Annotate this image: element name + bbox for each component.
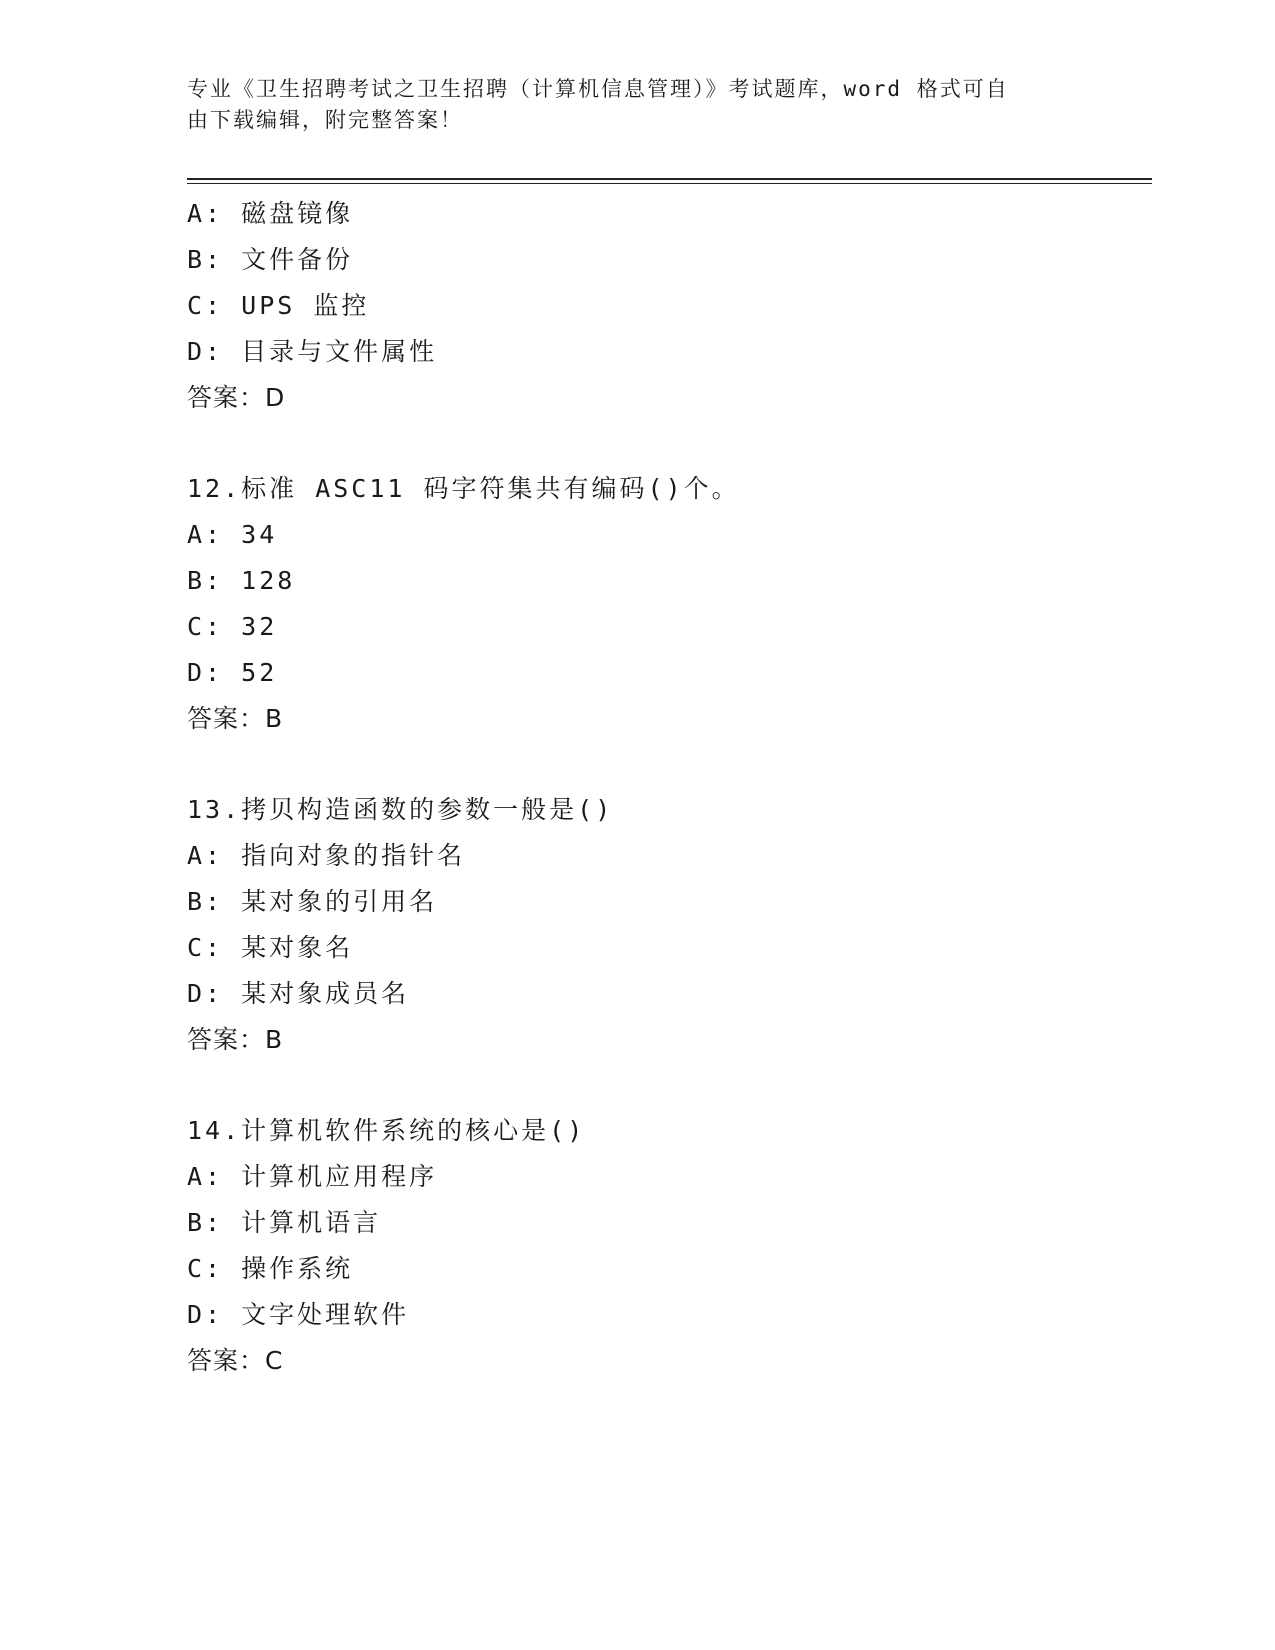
option-d: D: 目录与文件属性 <box>187 337 438 366</box>
option-c: C: 操作系统 <box>187 1254 354 1283</box>
question-14 <box>187 1108 1152 1384</box>
option-b: B: 某对象的引用名 <box>187 887 438 916</box>
question-list <box>187 191 1152 1384</box>
option-b: B: 计算机语言 <box>187 1208 382 1237</box>
option-a: A: 指向对象的指针名 <box>187 841 466 870</box>
option-b: B: 128 <box>187 566 296 595</box>
header-line-1: 专业《卫生招聘考试之卫生招聘（计算机信息管理）》考试题库，word 格式可自 <box>187 77 1009 101</box>
question-12 <box>187 466 1152 742</box>
option-d: D: 52 <box>187 658 278 687</box>
header-line-2: 由下载编辑，附完整答案！ <box>187 108 463 132</box>
option-d: D: 某对象成员名 <box>187 979 410 1008</box>
spacer <box>187 421 1152 466</box>
option-b: B: 文件备份 <box>187 245 354 274</box>
question-11-continued <box>187 191 1152 421</box>
question-13 <box>187 787 1152 1063</box>
question-text: 13.拷贝构造函数的参数一般是() <box>187 795 614 824</box>
question-text: 12.标准 ASC11 码字符集共有编码()个。 <box>187 474 740 503</box>
spacer <box>187 1063 1152 1108</box>
answer: 答案：C <box>187 1346 284 1375</box>
option-c: C: 32 <box>187 612 278 641</box>
answer: 答案：D <box>187 383 286 412</box>
option-a: A: 34 <box>187 520 278 549</box>
header-divider-thick <box>187 178 1152 180</box>
header-divider-thin <box>187 183 1152 184</box>
answer: 答案：B <box>187 1025 284 1054</box>
document-header <box>187 74 1087 136</box>
option-d: D: 文字处理软件 <box>187 1300 410 1329</box>
option-a: A: 计算机应用程序 <box>187 1162 438 1191</box>
option-c: C: 某对象名 <box>187 933 354 962</box>
option-a: A: 磁盘镜像 <box>187 199 354 228</box>
spacer <box>187 742 1152 787</box>
question-text: 14.计算机软件系统的核心是() <box>187 1116 586 1145</box>
answer: 答案：B <box>187 704 284 733</box>
option-c: C: UPS 监控 <box>187 291 370 320</box>
